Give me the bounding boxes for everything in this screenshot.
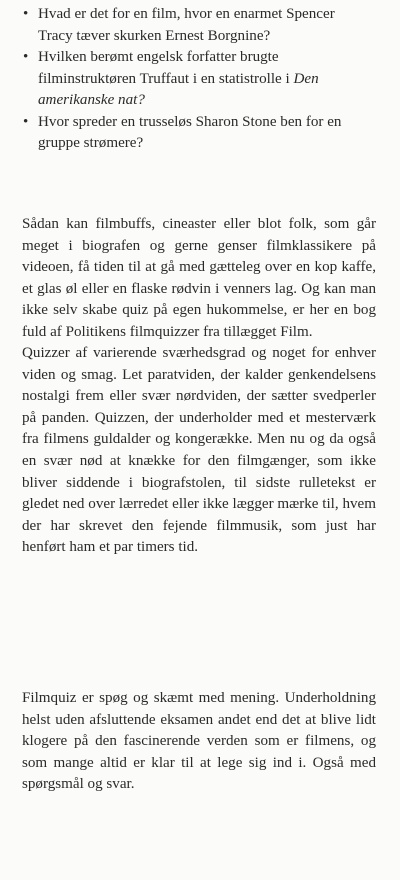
body-paragraph-2: Quizzer af varierende sværhedsgrad og noget for enhver viden og smag. Let paratviden, der kalder genkendelsens nostalgi frem eller svær nørdviden, der sætter svedperler på panden. Quizzen, der underholder med et mesterværk fra filmens guldalder og kongerække. Men nu og da også en svær nød at knække for den filmgænger, som ikke bliver siddende i biografstolen, til sidste rulletekst er gledet ned over lærredet eller ikke lægger mærke til, hvem der har skrevet den fejende filmmusik, som just har henført ham et par timers tid. <box>22 345 376 556</box>
quiz-question-text-part: Hvilken berømt engelsk forfatter brugte filminstruktøren Truffaut i en statistrolle i <box>38 49 294 87</box>
quiz-question-item <box>22 4 372 47</box>
bullet-icon: • <box>23 49 29 65</box>
body-paragraph-1: Sådan kan filmbuffs, cineaster eller blot folk, som går meget i biografen og gerne genser filmklassikere på videoen, få tiden til at gå med gætteleg over en kop kaffe, et glas øl eller en flaske rødvin i venners lag. Og kan man ikke selv skabe quiz på egen hukommelse, er her en bog fuld af Politikens filmquizzer fra tillægget Film. <box>22 216 376 340</box>
quiz-question-item <box>22 47 372 112</box>
film-title-italic: Den amerikanske nat? <box>38 70 319 108</box>
quiz-question-item <box>22 112 372 155</box>
bullet-icon: • <box>23 113 29 130</box>
quiz-question-list <box>22 4 372 155</box>
bullet-icon: • <box>23 6 29 22</box>
quiz-question-text: Hvor spreder en trusseløs Sharon Stone ben for en gruppe strømere? <box>38 113 342 151</box>
quiz-question-text <box>38 47 372 112</box>
quiz-question-text: Hvad er det for en film, hvor en enarmet Spencer Tracy tæver skurken Ernest Borgnine? <box>38 6 335 44</box>
body-paragraph-3: Filmquiz er spøg og skæmt med mening. Underholdning helst uden afsluttende eksamen andet end det at blive lidt klogere på den fascinerende verden som er filmens, og som mange altid er klar til at lege sig ind i. Også med spørgsmål og svar. <box>22 690 376 793</box>
